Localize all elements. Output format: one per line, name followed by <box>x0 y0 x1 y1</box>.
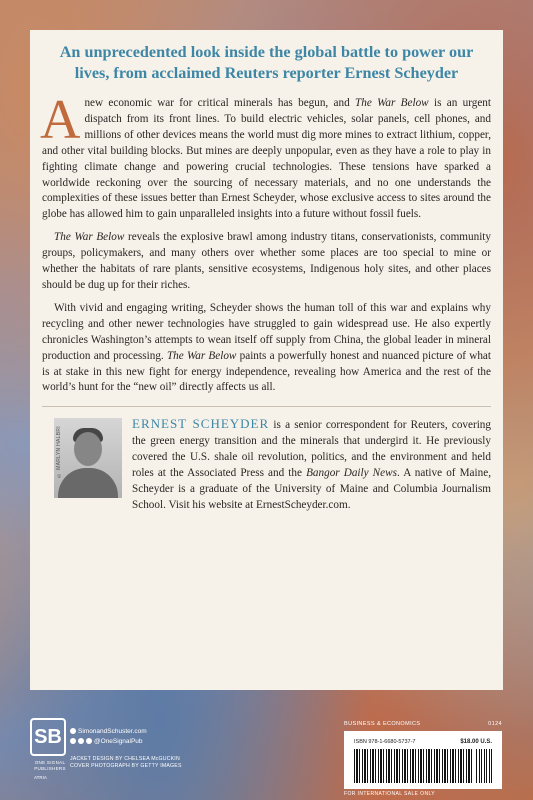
social-icon <box>78 738 84 744</box>
headline: An unprecedented look inside the global battle to power our lives, from acclaimed Reuters reporter Ernest Scheyder <box>59 43 474 82</box>
imprint-name: ATRIA <box>34 775 47 780</box>
book-title: The War Below <box>54 231 125 244</box>
book-title: The War Below <box>355 97 429 109</box>
paragraph-2: The War Below reveals the explosive brawl among industry titans, conservationists, community groups, policymakers, and many others over whether some places are too special to mine or whether the habitats of rare plants, sensitive ecosystems, Indigenous holy sites, and other places should be dug up for their riches. <box>42 231 492 291</box>
drop-cap: A <box>40 89 81 151</box>
paragraph-3: With vivid and engaging writing, Scheyder shows the human toll of this war and explains why recycling and other newer technologies have struggled to gain widespread use. He also expertly chronicles Washington’s attempts to wean itself off supply from China, the global leader in mineral production and processing. The War Below paints a powerfully honest and nuanced picture of what is at stake in this new fight for energy independence, revealing how America and the rest of the world’s hunt for the “new oil” directly affects us all. <box>42 301 491 394</box>
author-photo <box>54 418 122 498</box>
back-cover-panel <box>30 30 503 690</box>
social-icon <box>86 738 92 744</box>
description <box>40 89 492 396</box>
social-links <box>70 726 147 746</box>
photo-credit: © MARLYN HALBRI <box>56 426 62 479</box>
publisher-name: ONE SIGNAL PUBLISHERS <box>34 760 66 771</box>
website-link[interactable]: SimonandSchuster.com <box>78 727 147 735</box>
category: BUSINESS & ECONOMICS <box>344 721 421 727</box>
newspaper-title: Bangor Daily News <box>306 467 397 480</box>
price: $18.00 U.S. <box>460 739 492 745</box>
design-credits: JACKET DESIGN BY CHELSEA McGUCKIN COVER PHOTOGRAPH BY GETTY IMAGES <box>70 756 182 769</box>
paragraph-1: Anew economic war for critical minerals has begun, and The War Below is an urgent dispatch from its front lines. To build electric vehicles, solar panels, cell phones, and millions of other devices means the world must dig more mines to extract lithium, copper, and other vital building blocks. But mines are deeply unpopular, even as they have a role to play in fighting climate change and powering crucial technologies. These tensions have sparked a worldwide reckoning over the sourcing of necessary materials, and no one understands the complexities of these issues better than Ernest Scheyder, whose exclusive access to sites around the globe has allowed him to gain unparalleled insights into a future without fossil fuels. <box>40 89 492 221</box>
globe-icon <box>70 728 76 734</box>
isbn: ISBN 978-1-6680-5737-7 <box>354 739 416 745</box>
barcode <box>354 749 472 783</box>
divider <box>42 406 491 407</box>
publisher-logo: SB <box>30 718 66 756</box>
category-code: 0124 <box>488 721 502 727</box>
footer <box>0 700 533 800</box>
international-sale-note: FOR INTERNATIONAL SALE ONLY <box>344 791 436 797</box>
author-name: ERNEST SCHEYDER <box>132 416 270 432</box>
book-title: The War Below <box>166 349 237 362</box>
social-icon <box>70 738 76 744</box>
social-handle[interactable]: @OneSignalPub <box>94 737 143 745</box>
author-bio: © MARLYN HALBRI ERNEST SCHEYDER is a senior correspondent for Reuters, covering the green energy transition and the minerals that undergird it. He previously covered the U.S. shale oil revolution, politics, and the environment and held roles at the Associated Press and the Bangor Daily News. A native of Maine, Scheyder is a graduate of the University of Maine and Columbia Journalism School. Visit his website at ErnestScheyder.com. <box>56 416 491 511</box>
barcode-addon <box>476 749 494 783</box>
category-line <box>344 721 502 727</box>
barcode-box <box>344 731 502 789</box>
